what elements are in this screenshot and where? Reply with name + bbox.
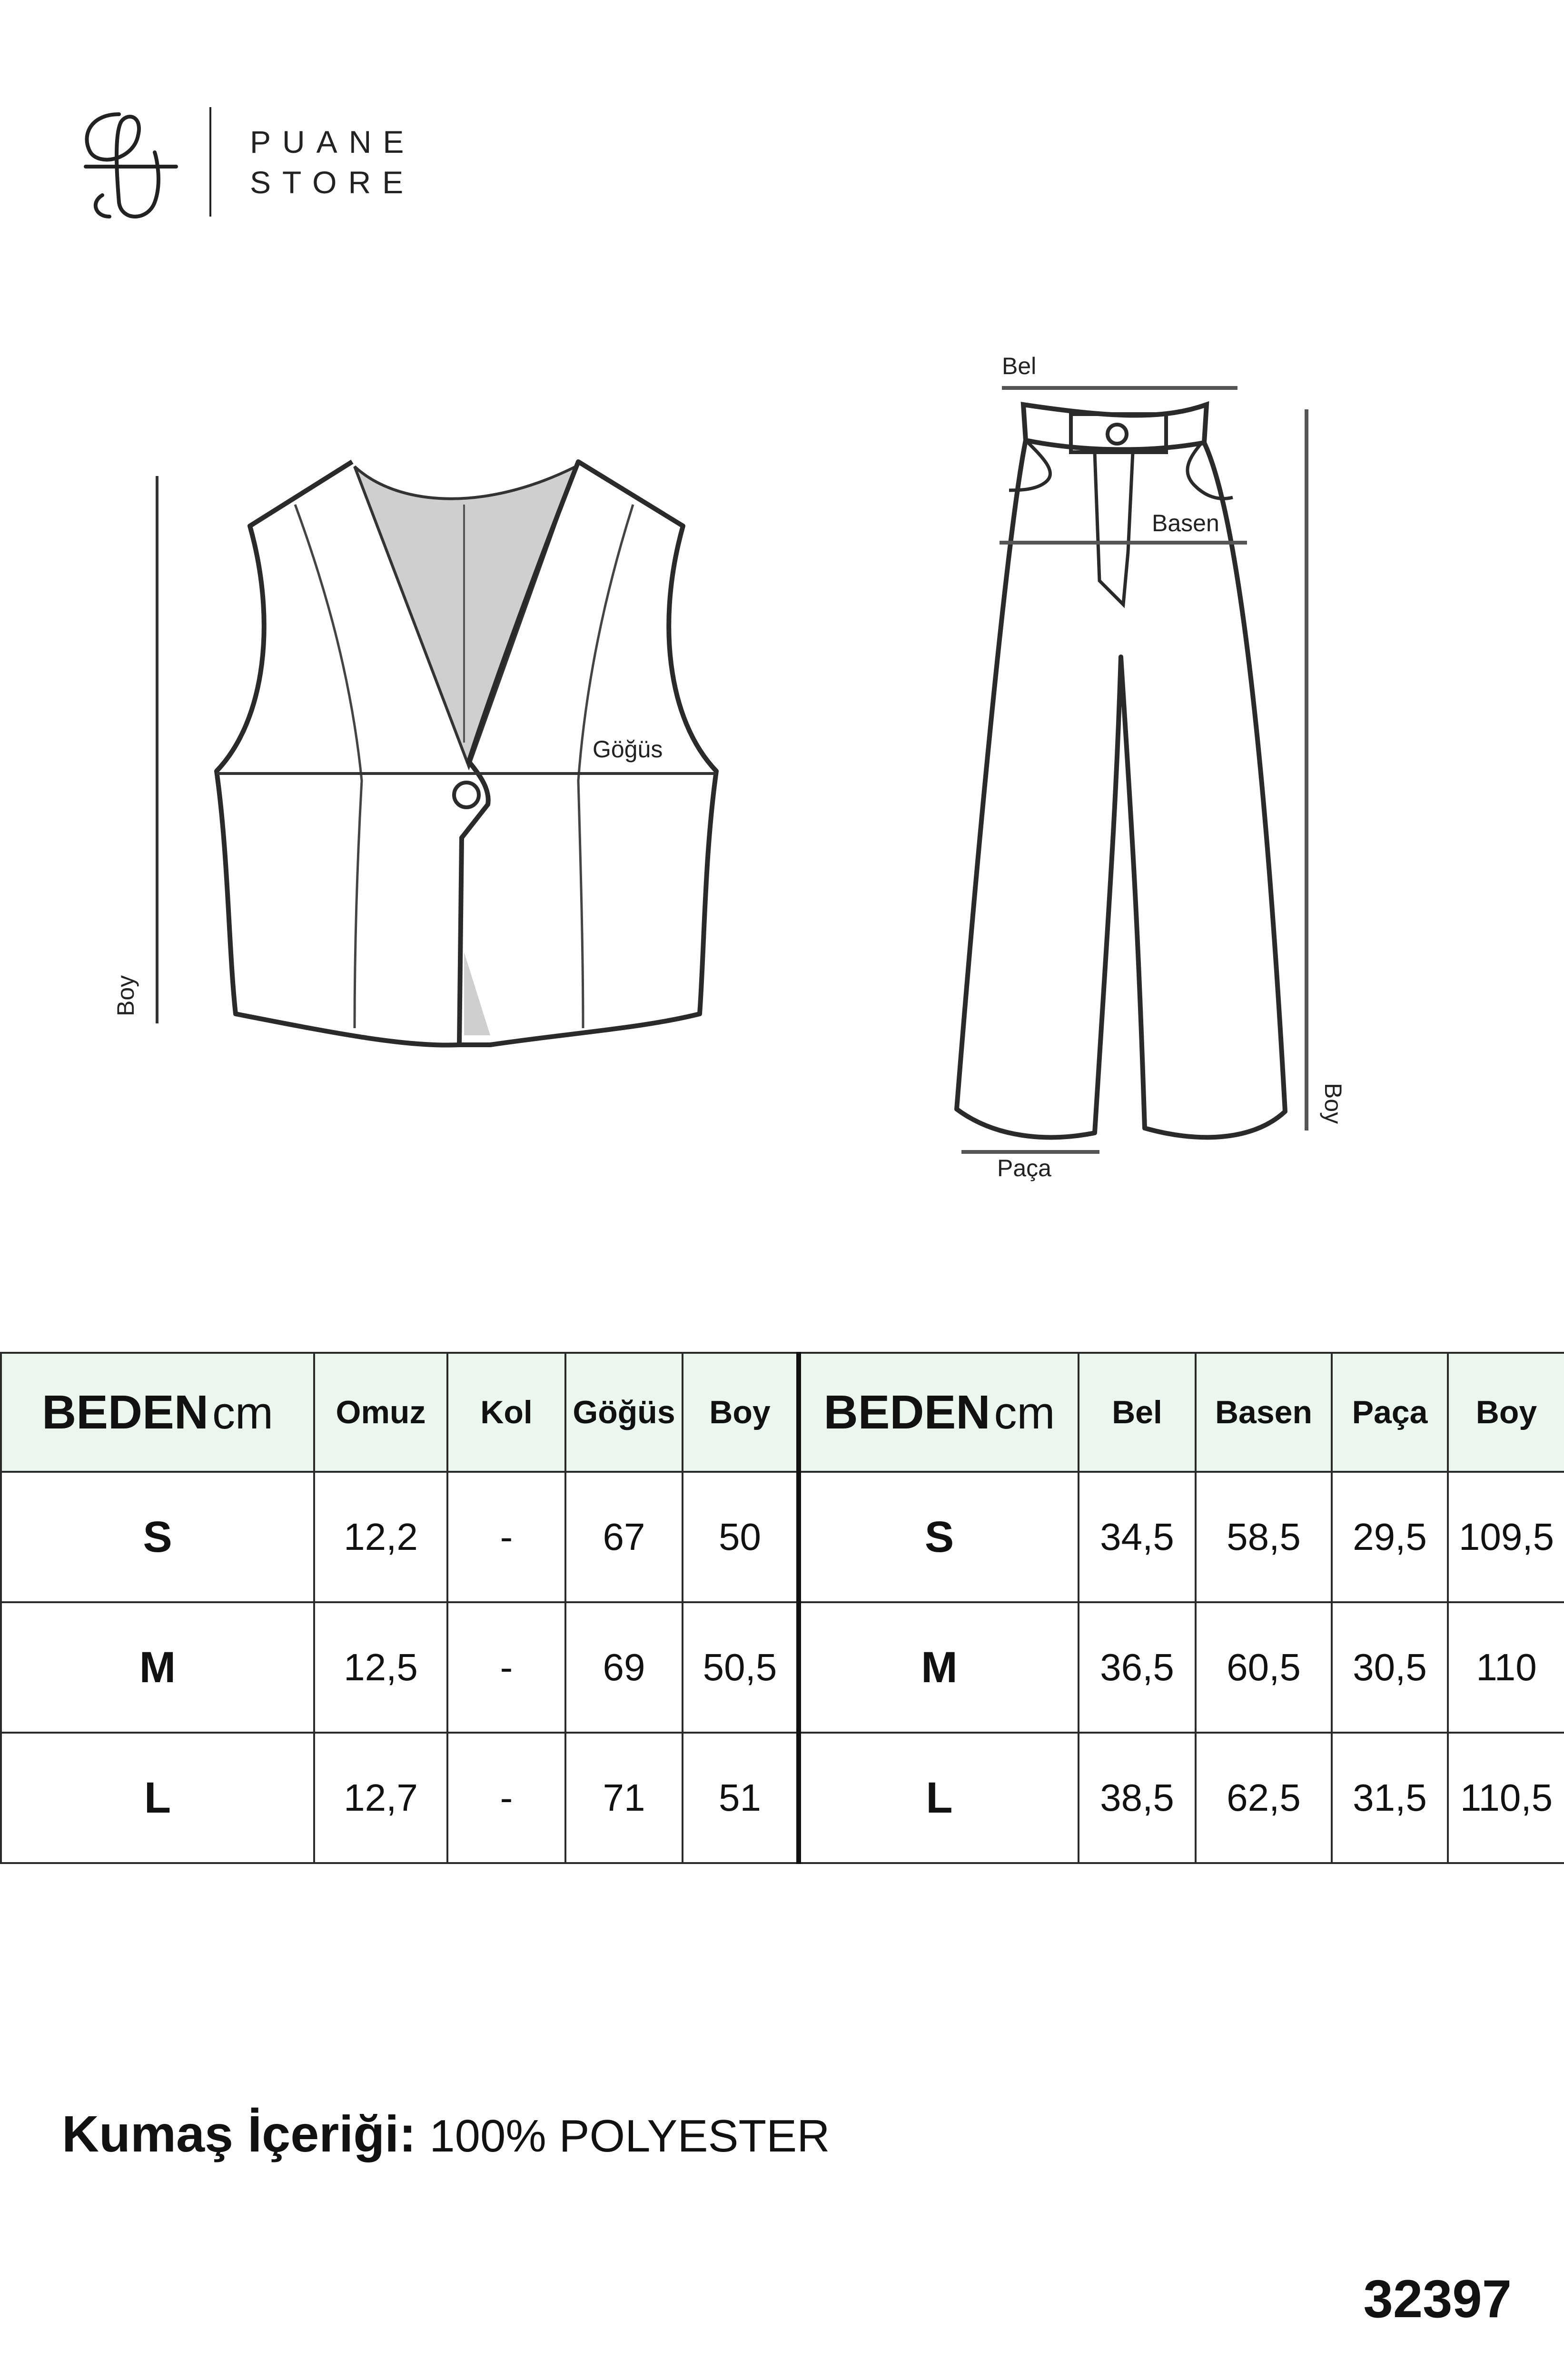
brand-name-line1: PUANE (250, 124, 416, 159)
table-cell: 34,5 (1079, 1472, 1196, 1602)
table-cell: 12,5 (314, 1602, 447, 1733)
fabric-content (62, 2104, 830, 2163)
table-cell: - (447, 1472, 565, 1602)
pants-size-cell: S (799, 1472, 1079, 1602)
table-row (1, 1602, 1564, 1733)
vest-col-shoulder: Omuz (314, 1353, 447, 1472)
vest-length-label: Boy (112, 975, 139, 1016)
table-cell: 50 (683, 1472, 799, 1602)
pants-size-header: BEDENcm (799, 1353, 1079, 1472)
brand-name-line2: STORE (250, 165, 415, 200)
vest-size-cell: M (1, 1602, 314, 1733)
vest-chest-label: Göğüs (593, 736, 663, 763)
pants-hip-label: Basen (1152, 510, 1219, 536)
pants-outline (957, 440, 1285, 1137)
pants-waist-label: Bel (1002, 353, 1037, 379)
table-cell: 109,5 (1448, 1472, 1564, 1602)
table-header-row (1, 1353, 1564, 1472)
table-cell: - (447, 1733, 565, 1863)
table-cell: 29,5 (1332, 1472, 1448, 1602)
pants-length-label: Boy (1320, 1083, 1346, 1124)
table-cell: 69 (565, 1602, 683, 1733)
product-code: 32397 (1363, 2269, 1512, 2329)
pants-size-cell: M (799, 1602, 1079, 1733)
table-cell: 38,5 (1079, 1733, 1196, 1863)
table-cell: 36,5 (1079, 1602, 1196, 1733)
table-cell: 67 (565, 1472, 683, 1602)
pants-size-cell: L (799, 1733, 1079, 1863)
pants-col-waist: Bel (1079, 1353, 1196, 1472)
table-row (1, 1472, 1564, 1602)
fabric-label: Kumaş İçeriği: (62, 2105, 416, 2162)
table-cell: 110 (1448, 1602, 1564, 1733)
pants-col-length: Boy (1448, 1353, 1564, 1472)
vest-size-cell: S (1, 1472, 314, 1602)
fabric-value: 100% POLYESTER (429, 2111, 830, 2162)
table-row (1, 1733, 1564, 1863)
table-cell: 12,7 (314, 1733, 447, 1863)
vest-size-cell: L (1, 1733, 314, 1863)
pants-col-hem: Paça (1332, 1353, 1448, 1472)
pants-col-hip: Basen (1196, 1353, 1332, 1472)
table-cell: 62,5 (1196, 1733, 1332, 1863)
size-chart-table (0, 1352, 1564, 1864)
table-cell: 50,5 (683, 1602, 799, 1733)
pants-hem-label: Paça (997, 1155, 1051, 1181)
table-cell: 60,5 (1196, 1602, 1332, 1733)
table-cell: 58,5 (1196, 1472, 1332, 1602)
vest-col-length: Boy (683, 1353, 799, 1472)
table-cell: 30,5 (1332, 1602, 1448, 1733)
table-cell: 12,2 (314, 1472, 447, 1602)
vest-size-header: BEDENcm (1, 1353, 314, 1472)
table-cell: 51 (683, 1733, 799, 1863)
table-cell: - (447, 1602, 565, 1733)
table-cell: 31,5 (1332, 1733, 1448, 1863)
table-cell: 71 (565, 1733, 683, 1863)
vest-col-sleeve: Kol (447, 1353, 565, 1472)
vest-col-chest: Göğüs (565, 1353, 683, 1472)
table-cell: 110,5 (1448, 1733, 1564, 1863)
